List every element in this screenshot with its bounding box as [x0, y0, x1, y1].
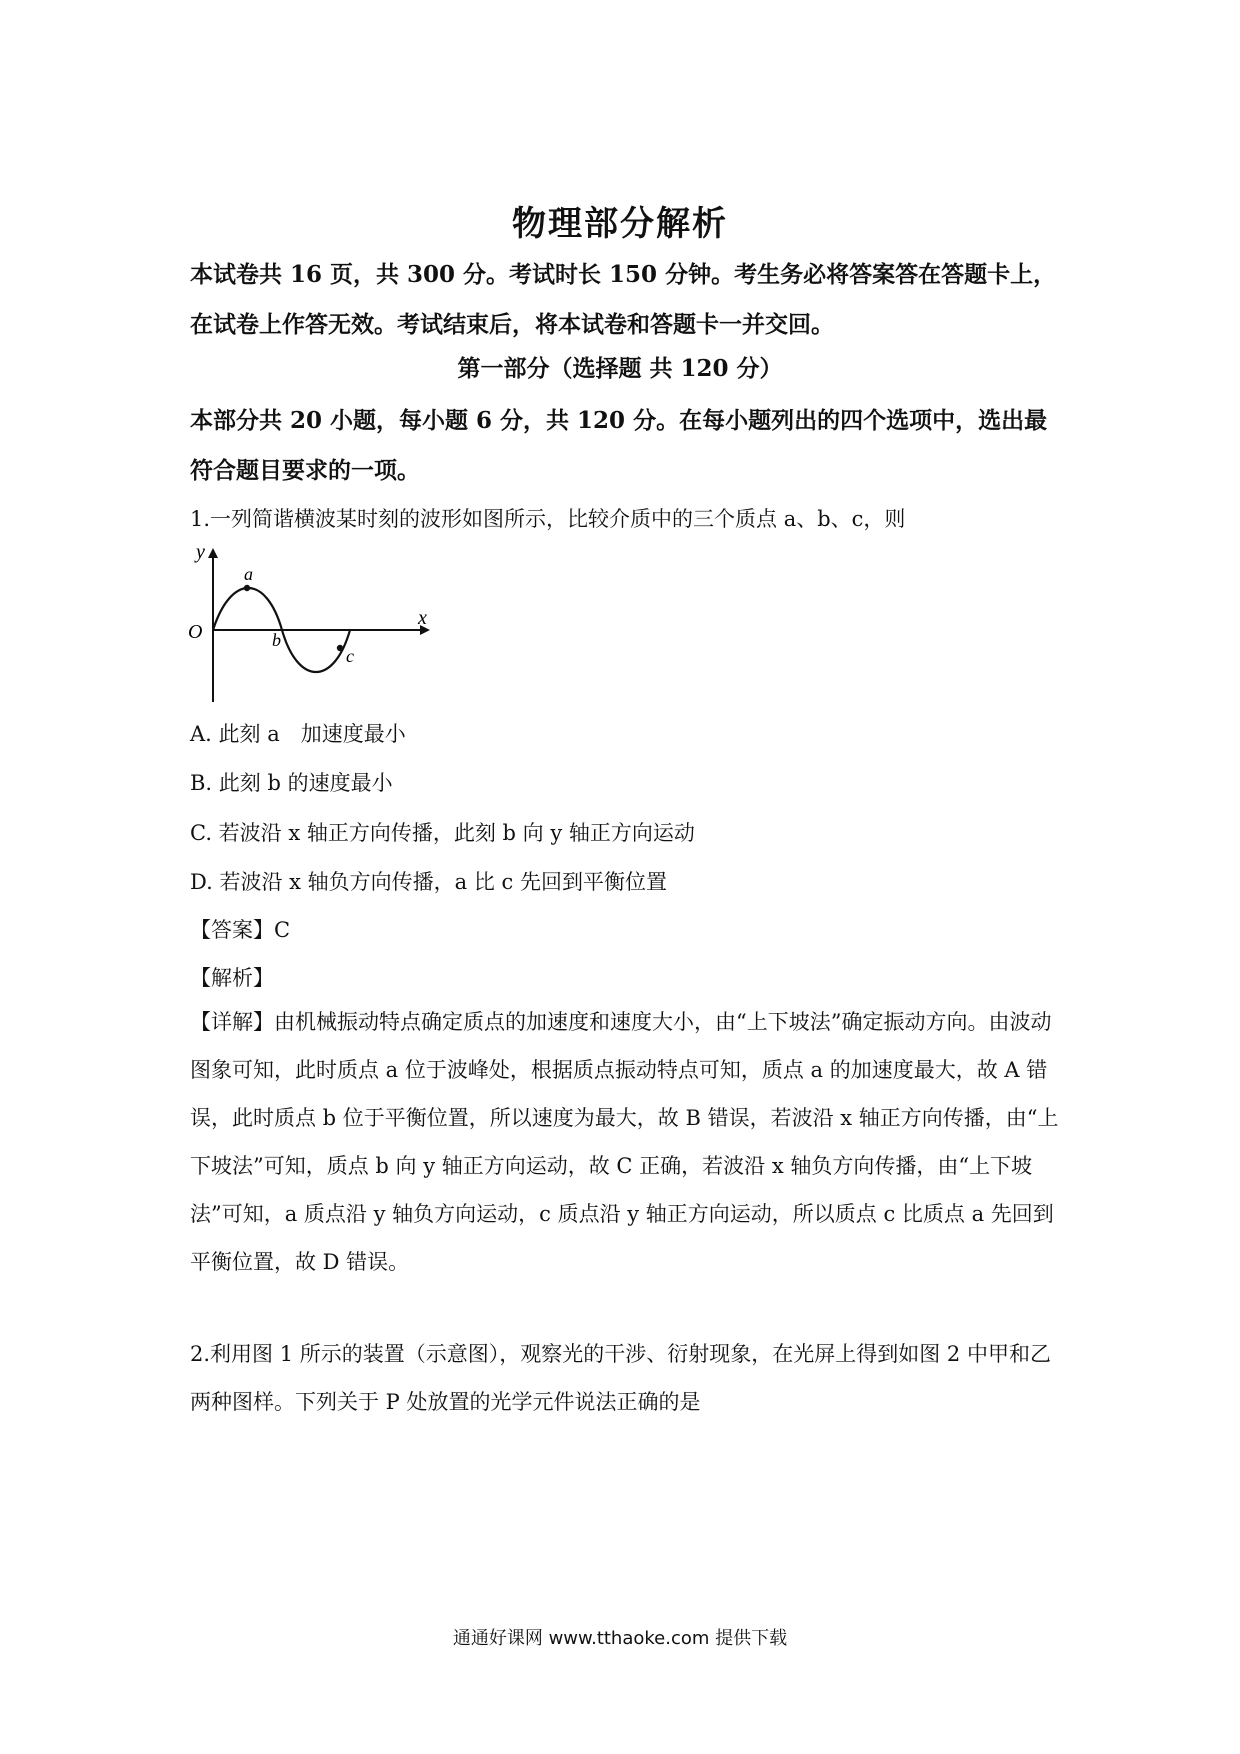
question-1-stem: 1.一列简谐横波某时刻的波形如图所示，比较介质中的三个质点 a、b、c，则 [190, 507, 906, 531]
page-footer: 通通好课网 www.tthaoke.com 提供下载 [452, 1628, 788, 1649]
detail-explanation: 【详解】由机械振动特点确定质点的加速度和速度大小，由“上下坡法”确定振动方向。由波动图象可知，此时质点 a 位于波峰处，根据质点振动特点可知，质点 a 的加速度最大，故 A 错误，此时质点 b 位于平衡位置，所以速度为最大，故 B 错误，若波沿 x 轴正方向传播，由“上下坡法”可知，质点 b 向 y 轴正方向运动，故 C 正确，若波沿 x 轴负方向传播，由“上下坡法”可知，a 质点沿 y 轴负方向运动，c 质点沿 y 轴正方向运动，所以质点 c 比质点 a 先回到平衡位置，故 D 错误。 [190, 1010, 1059, 1274]
answer-line: 【答案】C [190, 918, 291, 942]
option-d: D. 若波沿 x 轴负方向传播，a 比 c 先回到平衡位置 [190, 870, 667, 894]
y-axis-arrow-icon [208, 548, 218, 558]
option-a: A. 此刻 a 加速度最小 [190, 722, 406, 746]
page-title: 物理部分解析 [512, 204, 728, 244]
option-c: C. 若波沿 x 轴正方向传播，此刻 b 向 y 轴正方向运动 [190, 821, 695, 845]
point-a-label: a [244, 564, 253, 584]
point-b-label: b [272, 630, 281, 650]
question-2-stem: 2.利用图 1 所示的装置（示意图），观察光的干涉、衍射现象，在光屏上得到如图 2 中甲和乙两种图样。下列关于 P 处放置的光学元件说法正确的是 [190, 1342, 1051, 1414]
analysis-label: 【解析】 [190, 966, 274, 990]
exam-intro: 本试卷共 16 页，共 300 分。考试时长 150 分钟。考生务必将答案答在答题卡上，在试卷上作答无效。考试结束后，将本试卷和答题卡一并交回。 [190, 261, 1057, 338]
point-c-marker [337, 645, 343, 651]
origin-label: O [188, 621, 203, 643]
x-axis-label: x [418, 607, 427, 629]
point-a-marker [244, 585, 250, 591]
y-axis-label: y [196, 546, 205, 563]
section-heading: 第一部分（选择题 共 120 分） [457, 355, 783, 382]
option-b: B. 此刻 b 的速度最小 [190, 771, 393, 795]
wave-figure [186, 546, 442, 704]
section-instructions: 本部分共 20 小题，每小题 6 分，共 120 分。在每小题列出的四个选项中，选出最符合题目要求的一项。 [190, 407, 1048, 484]
point-c-label: c [346, 646, 354, 666]
